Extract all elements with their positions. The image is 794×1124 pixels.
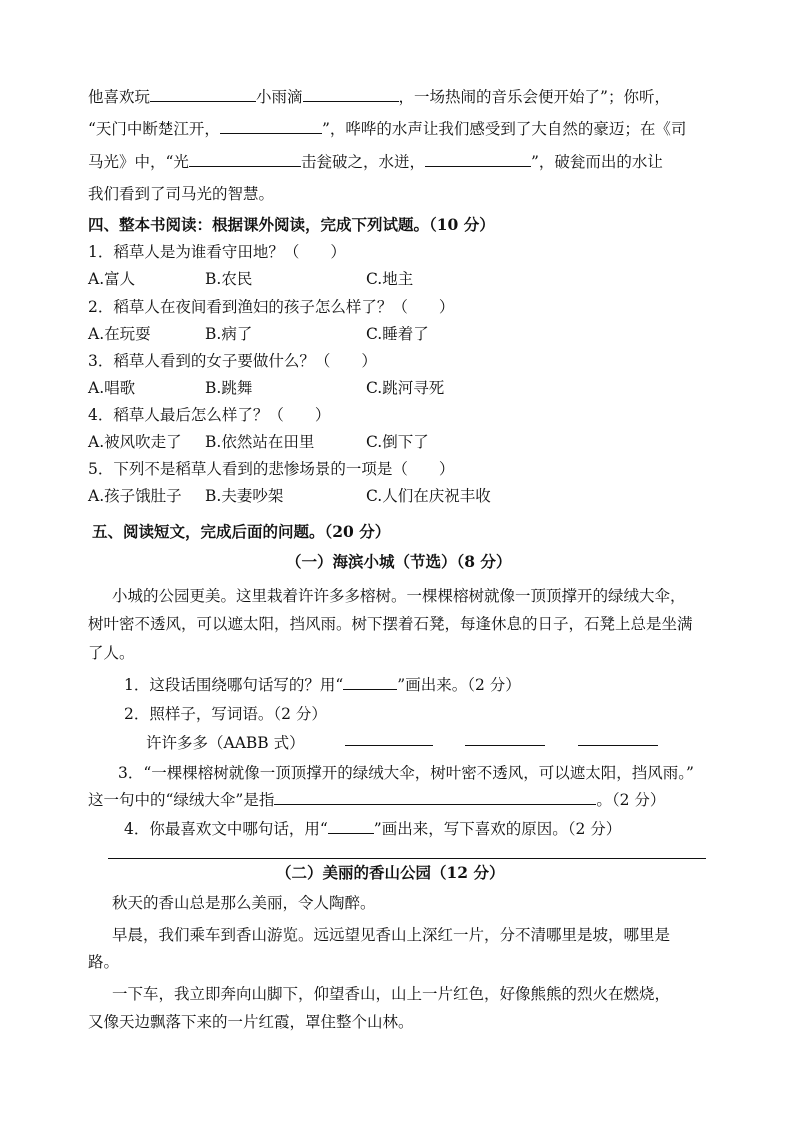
fill-text: 小雨滴	[256, 88, 303, 106]
passage1-question-1	[124, 674, 521, 696]
option-a[interactable]: A.唱歌	[88, 379, 136, 397]
passage1-title: （一）海滨小城（节选）（8 分）	[286, 552, 512, 571]
passage2-paragraph: 又像天边飘落下来的一片红霞，罩住整个山林。	[88, 1013, 414, 1031]
option-c[interactable]: C.跳河寻死	[366, 379, 445, 397]
answer-blank[interactable]	[189, 151, 301, 167]
section5-title: 五、阅读短文，完成后面的问题。（20 分）	[92, 522, 391, 541]
option-a[interactable]: A.孩子饿肚子	[88, 487, 182, 505]
question-1: 1．稻草人是为谁看守田地？（ ）	[88, 243, 346, 261]
question-2: 2．稻草人在夜间看到渔妇的孩子怎么样了？（ ）	[88, 298, 455, 316]
passage1-question-3: 3．“一棵棵榕树就像一顶顶撑开的绿绒大伞，树叶密不透风，可以遮太阳，挡风雨。”	[118, 764, 694, 782]
question-text: 1．这段话围绕哪句话写的？用“	[124, 676, 344, 694]
question-text: ”画出来。（2 分）	[397, 676, 521, 694]
section4-title: 四、整本书阅读：根据课外阅读，完成下列试题。（10 分）	[88, 215, 495, 234]
answer-blank[interactable]	[150, 86, 256, 102]
passage2-title: （二）美丽的香山公园（12 分）	[276, 863, 505, 882]
option-b[interactable]: B.依然站在田里	[205, 433, 315, 451]
answer-blank[interactable]	[303, 86, 399, 102]
option-b[interactable]: B.农民	[205, 270, 253, 288]
answer-blank[interactable]	[465, 730, 545, 746]
option-a[interactable]: A.富人	[88, 270, 136, 288]
answer-blank[interactable]	[578, 730, 658, 746]
fill-text: ，一场热闹的音乐会便开始了”；你听，	[398, 88, 670, 106]
option-c[interactable]: C.人们在庆祝丰收	[366, 487, 491, 505]
passage2-paragraph: 一下车，我立即奔向山脚下，仰望香山，山上一片红色，好像熊熊的烈火在燃烧，	[112, 985, 671, 1003]
fill-text: ”，哗哗的水声让我们感受到了大自然的豪迈；在《司	[321, 120, 687, 138]
passage2-paragraph: 路。	[88, 953, 120, 971]
divider	[108, 858, 706, 859]
fill-line-3	[88, 151, 663, 173]
answer-blank[interactable]	[274, 789, 596, 805]
passage1-paragraph: 了人。	[88, 644, 135, 662]
fill-text: 击瓮破之，水迸，	[300, 153, 425, 171]
fill-line-2	[88, 118, 686, 140]
question-text: 这一句中的“绿绒大伞”是指	[88, 791, 275, 809]
fill-line-4	[88, 183, 274, 205]
passage1-paragraph: 树叶密不透风，可以遮太阳，挡风雨。树下摆着石凳，每逢休息的日子，石凳上总是坐满	[88, 615, 693, 633]
passage1-paragraph: 小城的公园更美。这里栽着许许多多榕树。一棵棵榕树就像一顶顶撑开的绿绒大伞，	[112, 587, 686, 605]
question-3: 3．稻草人看到的女子要做什么？（ ）	[88, 352, 377, 370]
option-b[interactable]: B.病了	[205, 325, 253, 343]
answer-blank[interactable]	[425, 151, 531, 167]
option-c[interactable]: C.倒下了	[366, 433, 429, 451]
passage1-question-3-cont	[88, 789, 665, 811]
question-text: ”画出来，写下喜欢的原因。（2 分）	[373, 820, 622, 838]
fill-text: 他喜欢玩	[88, 88, 151, 106]
fill-text: “天门中断楚江开，	[88, 120, 220, 138]
underline-sample	[343, 674, 397, 690]
question-5: 5．下列不是稻草人看到的悲惨场景的一项是（ ）	[88, 460, 455, 478]
answer-blank[interactable]	[220, 118, 322, 134]
passage1-question-4	[124, 818, 621, 840]
question-text: 。（2 分）	[596, 791, 666, 809]
option-b[interactable]: B.跳舞	[205, 379, 253, 397]
option-a[interactable]: A.被风吹走了	[88, 433, 182, 451]
fill-text: 马光》中，“光	[88, 153, 189, 171]
passage2-paragraph: 秋天的香山总是那么美丽，令人陶醉。	[112, 894, 376, 912]
option-c[interactable]: C.地主	[366, 270, 414, 288]
option-a[interactable]: A.在玩耍	[88, 325, 151, 343]
fill-line-1	[88, 86, 670, 108]
option-b[interactable]: B.夫妻吵架	[205, 487, 284, 505]
underline-sample	[328, 818, 374, 834]
fill-text: 我们看到了司马光的智慧。	[88, 185, 275, 203]
option-c[interactable]: C.睡着了	[366, 325, 429, 343]
fill-text: ”，破瓮而出的水让	[530, 153, 663, 171]
passage1-question-2: 2．照样子，写词语。（2 分）	[124, 705, 327, 723]
example-word: 许许多多（AABB 式）	[146, 734, 305, 752]
answer-blank[interactable]	[345, 730, 433, 746]
passage2-paragraph: 早晨，我们乘车到香山游览。远远望见香山上深红一片，分不清哪里是坡，哪里是	[112, 926, 671, 944]
question-4: 4．稻草人最后怎么样了？（ ）	[88, 406, 331, 424]
question-text: 4．你最喜欢文中哪句话，用“	[124, 820, 328, 838]
